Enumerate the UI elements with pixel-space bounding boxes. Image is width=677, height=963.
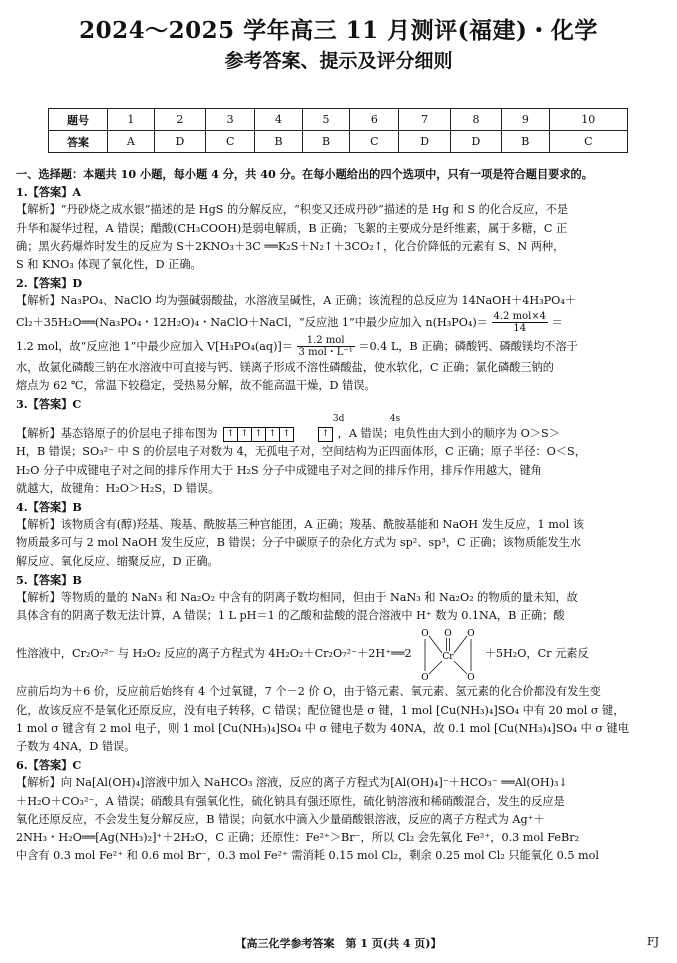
q3-explanation-line: H，B 错误；SO₃²⁻ 中 S 的价层电子对数为 4，无孤电子对，空间结构为正四面体形，C 正确；原子半径：O＜S， xyxy=(16,445,586,459)
q1-answer-heading: 1.【答案】A xyxy=(16,185,82,200)
answer-cell: C xyxy=(206,131,255,153)
fraction-numerator: 1.2 mol xyxy=(297,335,355,347)
q5-explanation-line: 化，故该反应不是氧化还原反应，没有电子转移，C 错误；配位键也是 σ 键，1 mol [Cu(NH₃)₄]SO₄ 中有 20 mol σ 键， xyxy=(16,703,625,717)
page-subtitle: 参考答案、提示及评分细则 xyxy=(224,50,453,72)
o-atom: O xyxy=(421,629,429,640)
orbital-box: ↑ xyxy=(237,427,252,442)
q3-explanation-line xyxy=(16,425,664,443)
volume-fraction xyxy=(297,335,355,358)
question-number: 10 xyxy=(549,109,627,131)
section-heading: 一、选择题：本题共 10 小题，每小题 4 分，共 40 分。在每小题给出的四个选项中，只有一项是符合题目要求的。 xyxy=(16,167,593,181)
question-number: 1 xyxy=(108,109,155,131)
answer-table xyxy=(48,108,628,153)
q3-explanation-line: H₂O 分子中成键电子对之间的排斥作用大于 H₂S 分子中成键电子对之间的排斥作用，排斥作用越大，键角 xyxy=(16,463,542,477)
question-number: 7 xyxy=(399,109,450,131)
cro5-structure-diagram xyxy=(415,626,481,682)
question-number: 6 xyxy=(350,109,399,131)
orbital-box: ↑ xyxy=(223,427,238,442)
q1-explanation-line: S 和 KNO₃ 体现了氧化性，D 正确。 xyxy=(16,258,202,272)
question-number: 3 xyxy=(206,109,255,131)
q2-explanation-line: 【解析】Na₃PO₄、NaClO 均为强碱弱酸盐，水溶液呈碱性，A 正确；该流程的总反应为 14NaOH＋4H₃PO₄＋ xyxy=(16,294,576,308)
q5-explanation-line: 应前后均为＋6 价，反应前后始终有 4 个过氧键，7 个－2 价 O，由于铬元素、氧元素、氢元素的化合价都没有发生变 xyxy=(16,685,601,699)
orbital-label-4s: 4s xyxy=(389,414,401,425)
o-atom: O xyxy=(467,673,475,683)
answer-cell: C xyxy=(549,131,627,153)
fraction-numerator: 4.2 mol×4 xyxy=(493,311,547,323)
q2-explanation-line xyxy=(16,311,664,335)
answer-content xyxy=(16,165,664,866)
q5-explanation-line xyxy=(16,625,664,683)
answer-cell: A xyxy=(108,131,155,153)
q5-text: 性溶液中，Cr₂O₇²⁻ 与 H₂O₂ 反应的离子方程式为 4H₂O₂＋Cr₂O₇²⁻＋2H⁺══2 xyxy=(16,647,412,661)
question-number: 2 xyxy=(154,109,205,131)
q5-answer-heading: 5.【答案】B xyxy=(16,572,82,587)
fraction-denominator: 14 xyxy=(513,323,527,335)
q5-explanation-line: 具体含有的阴离子数无法计算，A 错误；1 L pH＝1 的乙酸和盐酸的混合溶液中 H⁺ 数为 0.1NA，B 正确；酸 xyxy=(16,609,565,623)
q6-answer-heading: 6.【答案】C xyxy=(16,758,82,773)
q6-explanation-line: 中含有 0.3 mol Fe²⁺ 和 0.6 mol Br⁻，0.3 mol Fe²⁺ 需消耗 0.15 mol Cl₂，剩余 0.25 mol Cl₂ 只能氧化 0.5 mol xyxy=(16,849,599,863)
q5-explanation-line: 1 mol σ 键含有 2 mol 电子，则 1 mol [Cu(NH₃)₄]SO₄ 中 σ 键电子数为 40NA，故 0.1 mol [Cu(NH₃)₄]SO₄ 中 σ 键电 xyxy=(16,721,629,735)
q3-answer-heading: 3.【答案】C xyxy=(16,397,82,412)
answer-table-answer-row xyxy=(49,131,628,153)
q4-explanation-line: 物质最多可与 2 mol NaOH 发生反应，B 错误；分子中碳原子的杂化方式为 sp²、sp³，C 正确；该物质能发生水 xyxy=(16,536,582,550)
q2-text: Cl₂＋35H₂O══(Na₃PO₄・12H₂O)₄・NaClO＋NaCl，“反应池 1”中最少应加入 n(H₃PO₄)＝ xyxy=(16,315,488,329)
orbital-diagram-3d xyxy=(223,427,293,442)
q3-explanation-line: 就越大，故键角：H₂O＞H₂S，D 错误。 xyxy=(16,481,220,495)
answer-cell: D xyxy=(450,131,501,153)
question-number: 5 xyxy=(302,109,349,131)
orbital-box: ↑ xyxy=(251,427,266,442)
answer-table-number-row xyxy=(49,109,628,131)
q2-text: 1.2 mol，故“反应池 1”中最少应加入 V[H₃PO₄(aq)]＝ xyxy=(16,339,293,353)
o-atom: O xyxy=(421,673,429,683)
q2-explanation-line: 熔点为 62 ℃，常温下较稳定，受热易分解，故不能高温干燥，D 错误。 xyxy=(16,378,376,392)
orbital-box: ↑ xyxy=(265,427,280,442)
answer-cell: B xyxy=(502,131,549,153)
q3-text: 【解析】基态铬原子的价层电子排布图为 xyxy=(16,427,218,441)
page-title: 2024～2025 学年高三 11 月测评(福建)・化学 xyxy=(79,17,598,44)
q2-explanation-line xyxy=(16,335,664,359)
cr-atom: Cr xyxy=(442,652,454,663)
orbital-label-3d: 3d xyxy=(332,414,345,425)
o-atom: O xyxy=(444,629,452,640)
q5-text: ＋5H₂O，Cr 元素反 xyxy=(484,647,589,661)
answer-cell: B xyxy=(255,131,302,153)
q2-explanation-line: 水，故氯化磷酸三钠在水溶液中可直接与钙、镁离子形成不溶性磷酸盐，使水软化，C 正确；氯化磷酸三钠的 xyxy=(16,360,554,374)
q6-explanation-line: 2NH₃・H₂O══[Ag(NH₃)₂]⁺＋2H₂O，C 正确；还原性：Fe²⁺＞Br⁻，所以 Cl₂ 会先氧化 Fe²⁺，0.3 mol FeBr₂ xyxy=(16,831,580,845)
question-number: 9 xyxy=(502,109,549,131)
fraction-denominator: 3 mol・L⁻¹ xyxy=(298,347,353,359)
q1-explanation-line: 确；黑火药爆炸时发生的反应为 S＋2KNO₃＋3C ══K₂S＋N₂↑＋3CO₂↑，化合价降低的元素有 S、N 两种， xyxy=(16,239,565,253)
q2-text: ＝0.4 L，B 正确；磷酸钙、磷酸镁均不溶于 xyxy=(358,339,578,353)
answer-cell: D xyxy=(154,131,205,153)
q5-explanation-line: 【解析】等物质的量的 NaN₃ 和 Na₂O₂ 中含有的阴离子数均相同，但由于 NaN₃ 和 Na₂O₂ 的物质的量未知，故 xyxy=(16,591,578,605)
q3-text: ，A 错误；电负性由大到小的顺序为 O＞S＞ xyxy=(337,427,560,441)
o-atom: O xyxy=(467,629,475,640)
q3-orbital-labels-line xyxy=(16,413,664,425)
q6-explanation-line: ＋H₂O＋CO₃²⁻，A 错误；硝酸具有强氧化性，硫化钠具有强还原性，硫化钠溶液和稀硝酸混合，发生的反应是 xyxy=(16,794,565,808)
q4-explanation-line: 【解析】该物质含有(醇)羟基、羧基、酰胺基三种官能团，A 正确；羧基、酰胺基能和 NaOH 发生反应，1 mol 该 xyxy=(16,518,584,532)
q4-explanation-line: 解反应、氧化反应、缩聚反应，D 正确。 xyxy=(16,554,219,568)
question-number: 4 xyxy=(255,109,302,131)
q1-explanation-line: 升华和凝华过程，A 错误；醋酸(CH₃COOH)是弱电解质，B 正确；飞絮的主要成分是纤维素，属于多糖，C 正 xyxy=(16,221,568,235)
answer-cell: C xyxy=(350,131,399,153)
footer-code: FJ xyxy=(646,935,659,948)
q6-explanation-line: 氧化还原反应，不会发生复分解反应，B 错误；向氨水中滴入少量硝酸银溶液，反应的离子方程式为 Ag⁺＋ xyxy=(16,812,545,826)
number-row-label: 题号 xyxy=(49,109,108,131)
moles-fraction xyxy=(492,311,549,334)
answer-cell: D xyxy=(399,131,450,153)
answer-cell: B xyxy=(302,131,349,153)
orbital-box: ↑ xyxy=(318,427,333,442)
q6-explanation-line: 【解析】向 Na[Al(OH)₄]溶液中加入 NaHCO₃ 溶液，反应的离子方程式为[Al(OH)₄]⁻＋HCO₃⁻ ══Al(OH)₃↓ xyxy=(16,776,568,790)
q1-explanation-line: 【解析】“丹砂烧之成水银”描述的是 HgS 的分解反应，“积变又还成丹砂”描述的是 Hg 和 S 的化合反应，不是 xyxy=(16,203,569,217)
question-number: 8 xyxy=(450,109,501,131)
answer-row-label: 答案 xyxy=(49,131,108,153)
q4-answer-heading: 4.【答案】B xyxy=(16,500,82,515)
q2-text: ＝ xyxy=(551,315,563,329)
orbital-diagram-4s xyxy=(318,427,332,442)
q5-explanation-line: 子数为 4NA，D 错误。 xyxy=(16,740,136,754)
orbital-box: ↑ xyxy=(279,427,294,442)
q2-answer-heading: 2.【答案】D xyxy=(16,276,83,291)
page-footer: 【高三化学参考答案 第 1 页(共 4 页)】 xyxy=(235,937,442,950)
